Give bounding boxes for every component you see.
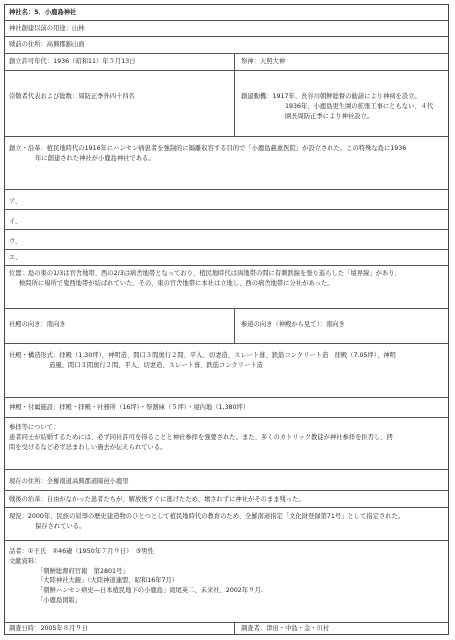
postwar-row	[5, 491, 448, 508]
history-item-row	[5, 190, 448, 210]
current-status	[5, 511, 449, 533]
documents-label: 文献資料：	[9, 557, 41, 565]
document-item: 「朝鮮ハンセン病史―日本植民地下の小鹿島」滝尾英二、未来社、2002年９月.	[37, 587, 263, 594]
document-item: 「小鹿島図版」	[37, 596, 82, 604]
former-use: 神社創建以前の用途：山林	[9, 25, 85, 32]
history-item-i: イ、	[9, 218, 22, 225]
history-item-row	[5, 230, 448, 250]
history-item-row	[5, 210, 448, 230]
deity: 祭神：天照大神	[241, 58, 286, 65]
status-line: 現況：2000年、民族の屈辱の歴史建造物のひとつとして植民地時代の教育のため、全羅南道指定「文化財登録第71号」として指定された。	[9, 513, 405, 520]
column-divider	[234, 71, 235, 136]
history-item-e: エ、	[9, 254, 22, 261]
worship-line: 問を受けるなど必ず忌まわしい過去が伝えられている。	[9, 443, 167, 451]
facilities-row	[5, 398, 448, 418]
worship-text	[5, 422, 449, 453]
history-text	[5, 143, 449, 165]
motive-line: 1936年、小鹿島更生園の拡張工事にともない、４代	[285, 102, 434, 110]
structure-line: 社殿・構造形式：拝殿（1.30坪）、神明造、間口３間奥行２間、平入、切妻造、スレート葺、鉄筋コンクリート造 拝殿（7.05坪）、神明	[9, 352, 396, 359]
history-row	[5, 137, 448, 190]
location-text	[5, 268, 449, 290]
column-divider	[234, 309, 235, 343]
worship-line: 患者同士が結婚するためには、必ず同社許可を得ることと神社参拝を強要された。また、多くのカトリック教徒が神社参拝を拒否し、拷	[9, 433, 393, 441]
shrine-title: 神社名：5．小鹿島神社	[9, 9, 77, 16]
structure-text	[5, 350, 449, 372]
history-item-row	[5, 250, 448, 266]
history-item-u: ウ、	[9, 238, 22, 245]
column-divider	[234, 54, 235, 70]
structure-line: 造風、間口３間奥行２間、平入、切妻造、スレート葺、鉄筋コンクリート造	[49, 361, 263, 369]
prewar-address-row	[5, 37, 448, 54]
structure-row	[5, 344, 448, 398]
sources-row	[5, 541, 448, 623]
present-address-row	[5, 470, 448, 491]
representative: 崇敬者代表および総数：周防正季外四十四名	[9, 93, 135, 100]
shrine-record-sheet	[4, 4, 449, 635]
prewar-address: 戦前の住所：高興郡錦山面	[9, 41, 85, 48]
permit-row	[5, 54, 448, 71]
former-use-row	[5, 21, 448, 37]
column-divider	[234, 623, 235, 635]
postwar-history: 戦後の治革：自由がなかった患者たちが、解放後すぐに逃げたため、壊されずに神社がそのまま残った。	[9, 496, 305, 503]
founding-motive	[237, 91, 449, 122]
motive-line: 園長周防正季により神社設立。	[285, 112, 374, 120]
sources	[5, 546, 449, 607]
facilities-text: 神殿・付属施設：拝殿・拝殿・社務所（16坪）・祭器庫（５坪）・境内地（1,380坪）	[9, 404, 250, 411]
speaker-info: 話者：①王氏 ②46歳（1950年７月９日） ③男性	[9, 548, 154, 555]
document-item: 「朝鮮総督府官報 第2801号」	[37, 567, 129, 575]
location-line: 検問所に場所で鬼西地帯が結ばれていた。その、東の官舎地帯に本社は立地し、西の病舎地帯に分社があった。	[19, 279, 334, 287]
approach-facing: 参道の向き（神殿から見て）：南向き	[241, 321, 345, 328]
worship-row	[5, 418, 448, 470]
history-item-a: ア、	[9, 198, 22, 205]
location-row	[5, 266, 448, 309]
present-address: 現在の住所：全羅南道高興郡道陽邑小鹿里	[9, 478, 129, 485]
history-line: 年に創建された神社が小鹿島神社である。	[35, 154, 155, 162]
shrine-facing: 社殿の向き：南向き	[9, 321, 66, 328]
worship-title: 参拝等について：	[9, 424, 60, 431]
document-item: 「大陸神社大観」（大陸神道連盟、昭和16年7月）	[37, 577, 179, 585]
footer-row	[5, 623, 448, 635]
location-line: 位置：島の東の1/3は官舎地帯、西の2/3は病舎地帯となっており、植民地時代は両地帯の間に有刺鉄線を張り巡らした「境界線」があり、	[9, 270, 401, 277]
surveyors: 調査者：津田・中島・金・川村	[241, 625, 330, 632]
title-row	[5, 5, 448, 21]
survey-date: 調査日時：2005年８月９日	[9, 625, 88, 632]
motive-row	[5, 71, 448, 137]
status-row	[5, 508, 448, 541]
motive-line: 創建動機：1917年、長谷川朝鮮総督の勧請により神祠を設立。	[241, 93, 421, 100]
permit-date: 創立許可年代：1936（昭和11）年５月13日	[9, 58, 136, 65]
history-line: 創立・沿革：植民地時代の1916年にハンセン病患者を強制的に隔離収容する目的で「小鹿島慈恵医院」が設立された。この特殊な島に1936	[9, 145, 407, 152]
orientation-row	[5, 309, 448, 344]
status-line: 保存されている。	[35, 522, 86, 530]
